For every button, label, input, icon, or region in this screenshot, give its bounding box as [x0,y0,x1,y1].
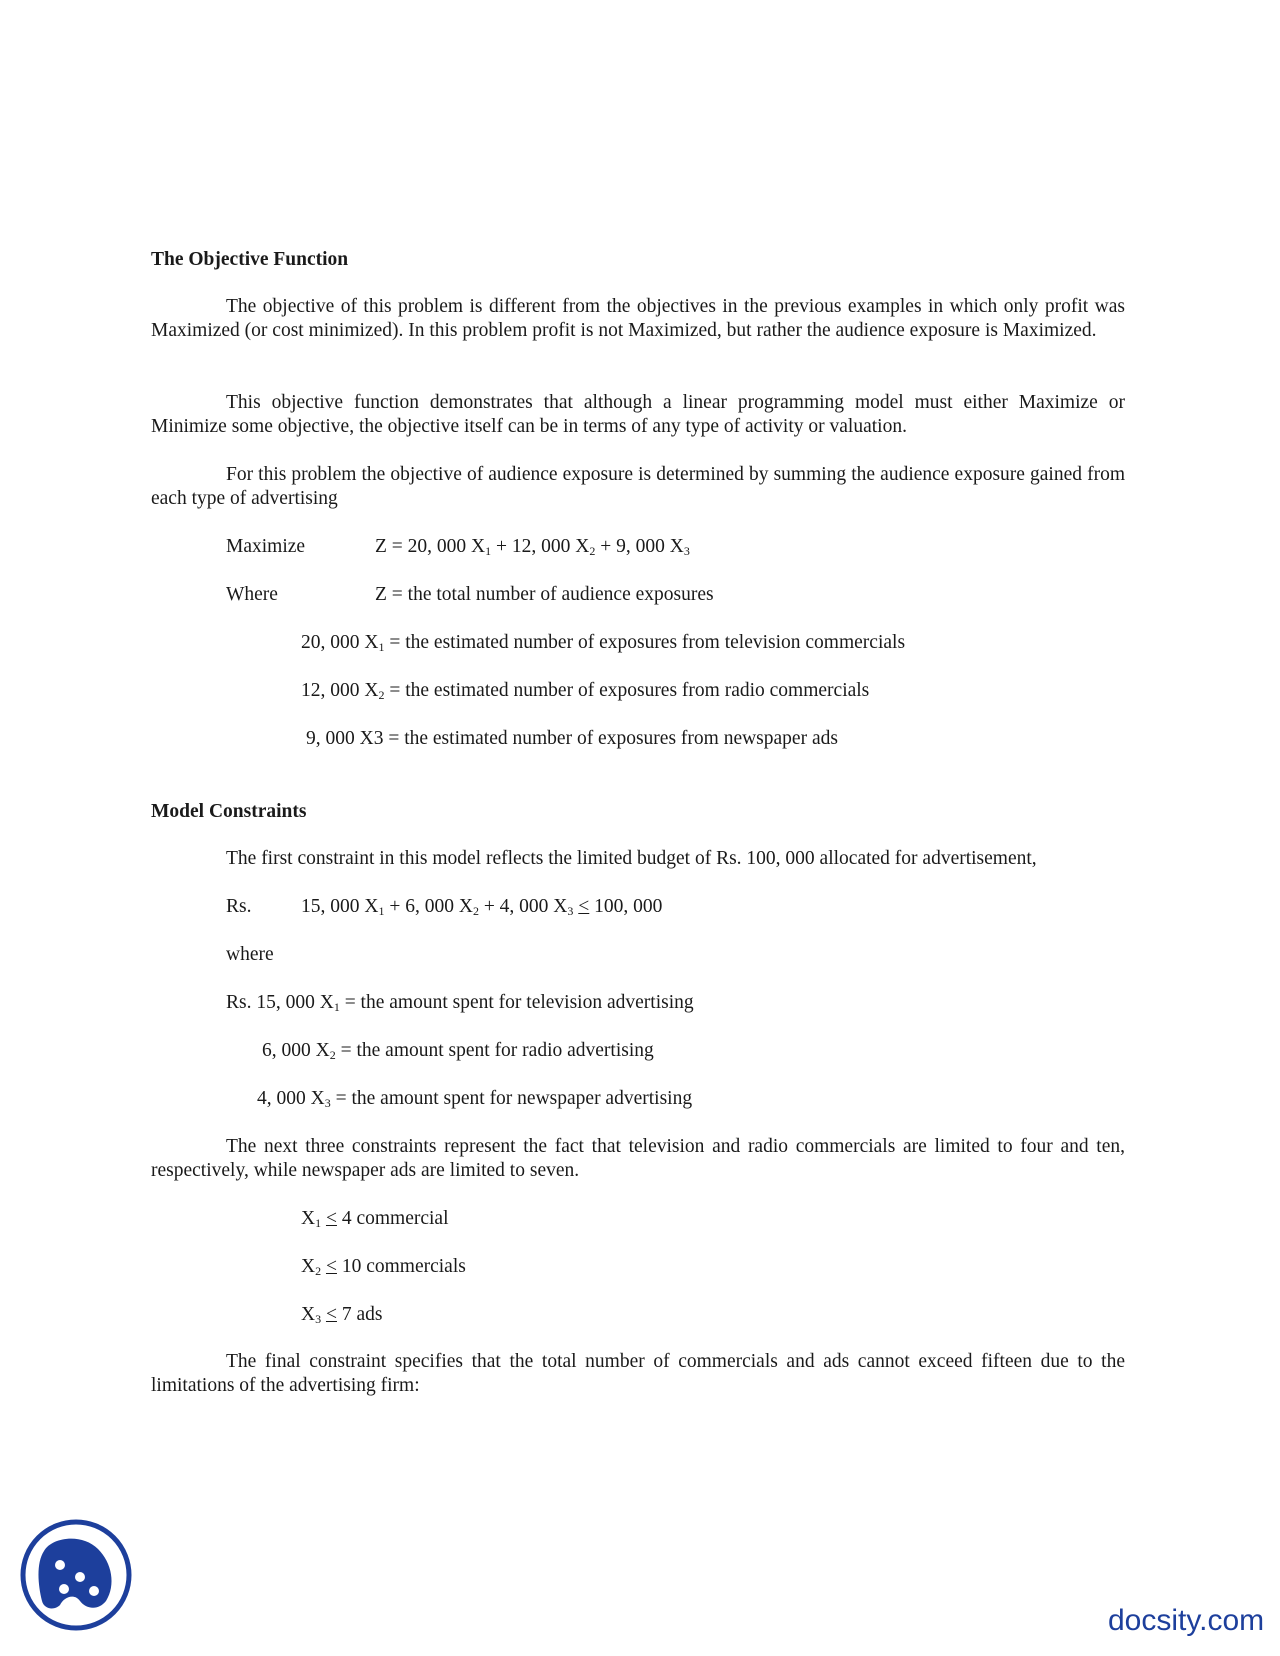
maximize-label: Maximize [226,536,306,557]
where-label: where [226,944,274,965]
definition-line: Z = the total number of audience exposures [375,584,714,605]
paragraph-text: The objective of this problem is different from the objectives in the previous examples in which only profit was Maximized (or cost minimized). In this problem profit is not Maximized, but rather the audience exposure is Maximized. [151,296,1125,341]
definition-line: 12, 000 $X_2$ = the estimated number of exposures from radio commercials [301,680,870,702]
docsity-logo-icon[interactable] [20,1519,132,1631]
paragraph-text: The next three constraints represent the fact that television and radio commercials are limited to four and ten, respectively, while newspaper ads are limited to seven. [151,1136,1125,1181]
paragraph [151,391,1125,439]
paragraph: The first constraint in this model reflects the limited budget of Rs. 100, 000 allocated for advertisement, [226,848,1037,869]
definition-line: Rs. 15, 000 $X_1$ = the amount spent for television advertising [226,992,694,1014]
budget-constraint-equation: 15, 000 $X_1 + 6$, 000 $X_2 + 4$, 000 $X_3 < 100$, 000 [301,896,663,918]
rs-label: Rs. [226,896,252,917]
paragraph-text: This objective function demonstrates that although a linear programming model must either Maximize or Minimize some objective, the objective itself can be in terms of any type of activity or valuation. [151,392,1125,437]
where-label: Where [226,584,278,605]
definition-line: 4, 000 $X_3$ = the amount spent for newspaper advertising [257,1088,693,1110]
section-heading-objective-function: The Objective Function [151,249,349,270]
constraint-line: $X_3 < 7$ ads [301,1304,383,1326]
definition-line: 6, 000 $X_2$ = the amount spent for radio advertising [262,1040,654,1062]
definition-line: 9, 000 X3 = the estimated number of exposures from newspaper ads [306,728,838,749]
paragraph [151,1350,1125,1398]
paragraph [151,1135,1125,1183]
paragraph-text: The final constraint specifies that the total number of commercials and ads cannot exceed fifteen due to the limitations of the advertising firm: [151,1351,1125,1396]
paragraph-text: For this problem the objective of audience exposure is determined by summing the audience exposure gained from each type of advertising [151,464,1125,509]
section-heading-model-constraints: Model Constraints [151,801,307,822]
objective-equation: Z = 20, 000 $X_1 + 12$, 000 $X_2 + 9$, 000 $X_3$ [375,536,690,558]
constraint-line: $X_1 < 4$ commercial [301,1208,449,1230]
definition-line: 20, 000 $X_1$ = the estimated number of exposures from television commercials [301,632,906,654]
constraint-line: $X_2 < 10$ commercials [301,1256,466,1278]
docsity-brand-link[interactable]: docsity.com [1108,1604,1265,1637]
paragraph [151,295,1125,343]
paragraph [151,463,1125,511]
